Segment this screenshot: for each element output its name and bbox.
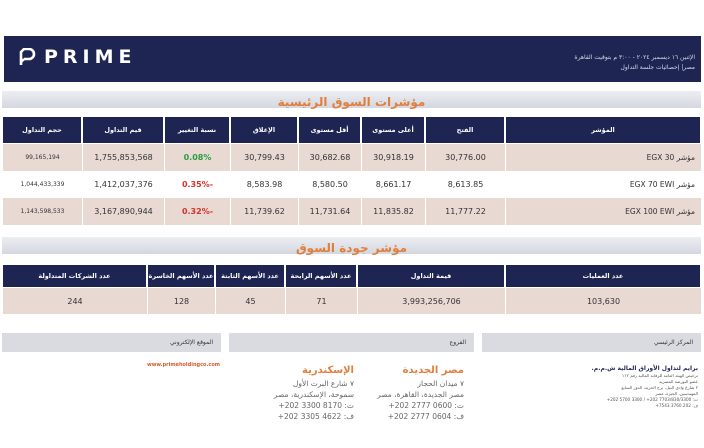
col-losers: عدد الأسهم الخاسرة <box>147 264 215 288</box>
change-value: 0.08% <box>164 144 230 171</box>
low-value: 11,731.64 <box>298 198 361 225</box>
col-gainers: عدد الأسهم الرابحة <box>285 264 357 288</box>
website-block <box>8 362 220 368</box>
branch-phone: ت: 8170 3300 202+ <box>278 401 354 410</box>
branch-fax: ف: 0604 2777 202+ <box>387 412 464 421</box>
report-date: الإثنين ١٦ ديسمبر ٢٠٢٤ - ٣:٠٠ م بتوقيت القاهرة <box>574 54 695 61</box>
hq-line: ٢ شارع وادي النيل، برج الحرية، الدور السابع <box>621 385 698 390</box>
heliopolis-branch <box>362 364 464 422</box>
open-value: 8,613.85 <box>425 171 505 198</box>
losers-value: 128 <box>147 288 215 314</box>
close-value: 8,583.98 <box>230 171 298 198</box>
gainers-value: 71 <box>285 288 357 314</box>
col-value: قيم التداول <box>82 116 164 144</box>
col-low: أقل مستوى <box>298 116 361 144</box>
indices-table <box>2 116 701 225</box>
hq-fax: ف: 202 3760 7543+ <box>655 403 698 408</box>
hq-line: المهندسين، الجيزة، مصر <box>655 391 698 396</box>
trade-volume: 99,165,194 <box>2 144 82 171</box>
hq-line: ترخيص الهيئة العامة للرقابة المالية رقم ١١٢ <box>622 373 698 378</box>
open-value: 30,776.00 <box>425 144 505 171</box>
table-row <box>2 144 701 171</box>
change-value: -0.32% <box>164 198 230 225</box>
traded-companies-value: 244 <box>2 288 147 314</box>
website-link[interactable]: www.primeholdingco.com <box>147 362 220 368</box>
open-value: 11,777.22 <box>425 198 505 225</box>
trade-value: 3,167,890,944 <box>82 198 164 225</box>
alexandria-branch <box>244 364 354 422</box>
close-value: 11,739.62 <box>230 198 298 225</box>
table-row <box>2 288 701 314</box>
change-value: -0.35% <box>164 171 230 198</box>
quality-header-row <box>2 264 701 288</box>
quality-table <box>2 264 701 314</box>
hq-company-name: برايم لتداول الأوراق المالية ش.م.م. <box>591 365 698 372</box>
low-value: 30,682.68 <box>298 144 361 171</box>
branch-address-line: مصر الجديدة، القاهرة، مصر <box>377 390 464 399</box>
col-change: نسبة التغيير <box>164 116 230 144</box>
branch-city: الإسكندرية <box>302 365 354 376</box>
col-traded-companies: عدد الشركات المتداولة <box>2 264 147 288</box>
trade-volume: 1,143,598,533 <box>2 198 82 225</box>
col-close: الإغلاق <box>230 116 298 144</box>
brand-name: PRIME <box>44 46 137 68</box>
index-name: مؤشر EGX 100 EWI <box>505 198 701 225</box>
indices-section-title: مؤشرات السوق الرئيسية <box>2 91 701 108</box>
hq-phone: ت: 7703/830/3300 202+ / 3300 5700 202+ <box>606 397 698 402</box>
branch-address-line: ٧ شارع البرت الأول <box>292 379 354 388</box>
trade-value: 1,412,037,376 <box>82 171 164 198</box>
trading-value: 3,993,256,706 <box>357 288 505 314</box>
trade-volume: 1,044,433,339 <box>2 171 82 198</box>
col-high: أعلى مستوى <box>361 116 425 144</box>
branch-phone: ت: 0600 2777 202+ <box>388 401 464 410</box>
col-open: الفتح <box>425 116 505 144</box>
table-row <box>2 198 701 225</box>
trade-value: 1,755,853,568 <box>82 144 164 171</box>
website-label: الموقع الإلكتروني <box>2 333 221 352</box>
high-value: 11,835.82 <box>361 198 425 225</box>
high-value: 8,661.17 <box>361 171 425 198</box>
close-value: 30,799.43 <box>230 144 298 171</box>
branch-address-line: سموحة، الإسكندرية، مصر <box>273 390 354 399</box>
branch-city: مصر الجديدة <box>402 365 464 376</box>
col-trades-count: عدد العمليات <box>505 264 701 288</box>
col-index: المؤشر <box>505 116 701 144</box>
branch-address-line: ٧ ميدان الحجاز <box>417 379 464 388</box>
low-value: 8,580.50 <box>298 171 361 198</box>
trades-count-value: 103,630 <box>505 288 701 314</box>
hq-block <box>580 364 698 409</box>
hq-label: المركز الرئيسي <box>482 333 701 352</box>
prime-logo <box>18 46 137 68</box>
table-row <box>2 171 701 198</box>
prime-logo-icon <box>18 48 36 66</box>
branch-fax: ف: 4622 3305 202+ <box>277 412 354 421</box>
high-value: 30,918.19 <box>361 144 425 171</box>
unchanged-value: 45 <box>215 288 285 314</box>
index-name: مؤشر EGX 70 EWI <box>505 171 701 198</box>
quality-section-title: مؤشر جودة السوق <box>2 237 701 254</box>
index-name: مؤشر EGX 30 <box>505 144 701 171</box>
header-info <box>574 53 695 73</box>
col-trading-value: قيمة التداول <box>357 264 505 288</box>
report-header <box>4 36 701 82</box>
hq-line: عضو البورصة المصرية <box>659 379 698 384</box>
indices-header-row <box>2 116 701 144</box>
branches-label: الفروع <box>229 333 474 352</box>
col-unchanged: عدد الأسهم الثابتة <box>215 264 285 288</box>
report-subtitle: مصر| إحصائيات جلسة التداول <box>620 64 695 71</box>
col-volume: حجم التداول <box>2 116 82 144</box>
